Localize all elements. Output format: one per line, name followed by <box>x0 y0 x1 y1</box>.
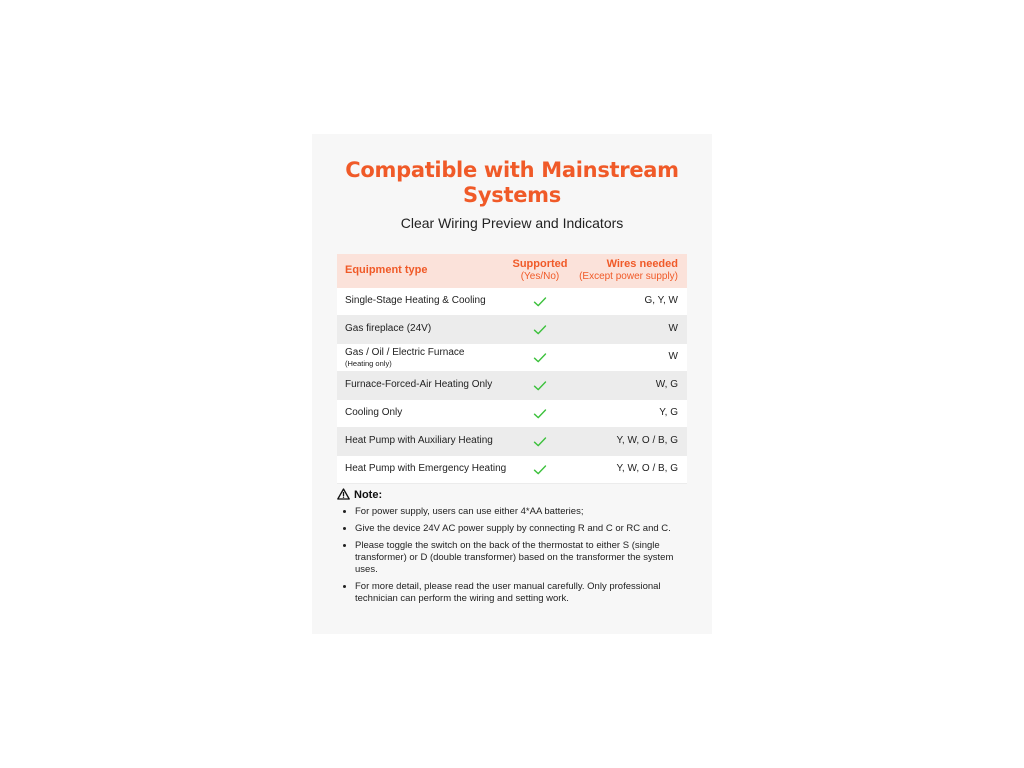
table-row <box>337 344 687 372</box>
equipment-cell <box>345 295 486 307</box>
bullet-icon <box>343 510 346 513</box>
check-icon <box>533 324 547 336</box>
check-icon <box>533 408 547 420</box>
table-row <box>337 316 687 344</box>
check-icon <box>533 436 547 448</box>
equipment-cell <box>345 347 464 368</box>
header-wires <box>579 258 678 283</box>
check-icon <box>533 380 547 392</box>
equipment-cell <box>345 463 506 475</box>
wires-cell: W <box>668 323 678 334</box>
table-row <box>337 288 687 316</box>
equipment-label: Heat Pump with Emergency Heating <box>345 463 507 474</box>
page-subtitle: Clear Wiring Preview and Indicators <box>400 215 624 231</box>
page-title: Compatible with Mainstream Systems <box>345 158 679 207</box>
note-item <box>337 581 692 605</box>
equipment-cell <box>345 435 493 447</box>
note-text: Please toggle the switch on the back of the thermostat to either S (single transformer) or D (double transformer) based on the transformer the system uses. <box>355 540 674 575</box>
header-supported-sub: (Yes/No) <box>520 271 560 282</box>
equipment-sublabel: (Heating only) <box>345 359 392 368</box>
wires-cell: W, G <box>655 379 678 390</box>
equipment-label: Furnace-Forced-Air Heating Only <box>345 379 493 390</box>
note-text: For power supply, users can use either 4*AA batteries; <box>355 506 584 517</box>
equipment-label: Cooling Only <box>345 407 403 418</box>
check-icon <box>533 296 547 308</box>
note-item <box>337 540 692 576</box>
equipment-label: Gas fireplace (24V) <box>345 323 432 334</box>
note-text: Give the device 24V AC power supply by connecting R and C or RC and C. <box>355 523 671 534</box>
equipment-cell <box>345 323 431 335</box>
table-body <box>337 288 687 484</box>
equipment-cell <box>345 379 492 391</box>
wires-cell: G, Y, W <box>644 295 678 306</box>
equipment-label: Gas / Oil / Electric Furnace <box>345 347 465 358</box>
header-supported-label: Supported <box>512 258 568 270</box>
warning-icon <box>337 488 350 500</box>
table-row <box>337 456 687 484</box>
equipment-cell <box>345 407 402 419</box>
header-equipment: Equipment type <box>345 264 428 276</box>
equipment-label: Heat Pump with Auxiliary Heating <box>345 435 493 446</box>
wires-cell: W <box>668 351 678 362</box>
table-row <box>337 372 687 400</box>
bullet-icon <box>343 527 346 530</box>
note-section <box>337 488 692 610</box>
check-icon <box>533 464 547 476</box>
note-header <box>337 488 692 504</box>
wires-cell: Y, W, O / B, G <box>616 435 678 446</box>
header-wires-label: Wires needed <box>606 258 678 270</box>
bullet-icon <box>343 544 346 547</box>
table-row <box>337 400 687 428</box>
note-list <box>337 506 692 605</box>
header-wires-sub: (Except power supply) <box>579 271 678 282</box>
compatibility-card <box>312 134 712 634</box>
table-header <box>337 254 687 288</box>
wires-cell: Y, G <box>659 407 678 418</box>
wires-cell: Y, W, O / B, G <box>616 463 678 474</box>
check-icon <box>533 352 547 364</box>
note-label: Note: <box>354 489 383 501</box>
note-item <box>337 523 692 535</box>
note-text: For more detail, please read the user manual carefully. Only professional technician can perform the wiring and setting work. <box>355 581 661 604</box>
bullet-icon <box>343 585 346 588</box>
equipment-label: Single-Stage Heating & Cooling <box>345 295 486 306</box>
compatibility-table <box>337 254 687 484</box>
note-item <box>337 506 692 518</box>
table-row <box>337 428 687 456</box>
header-supported <box>499 258 581 283</box>
